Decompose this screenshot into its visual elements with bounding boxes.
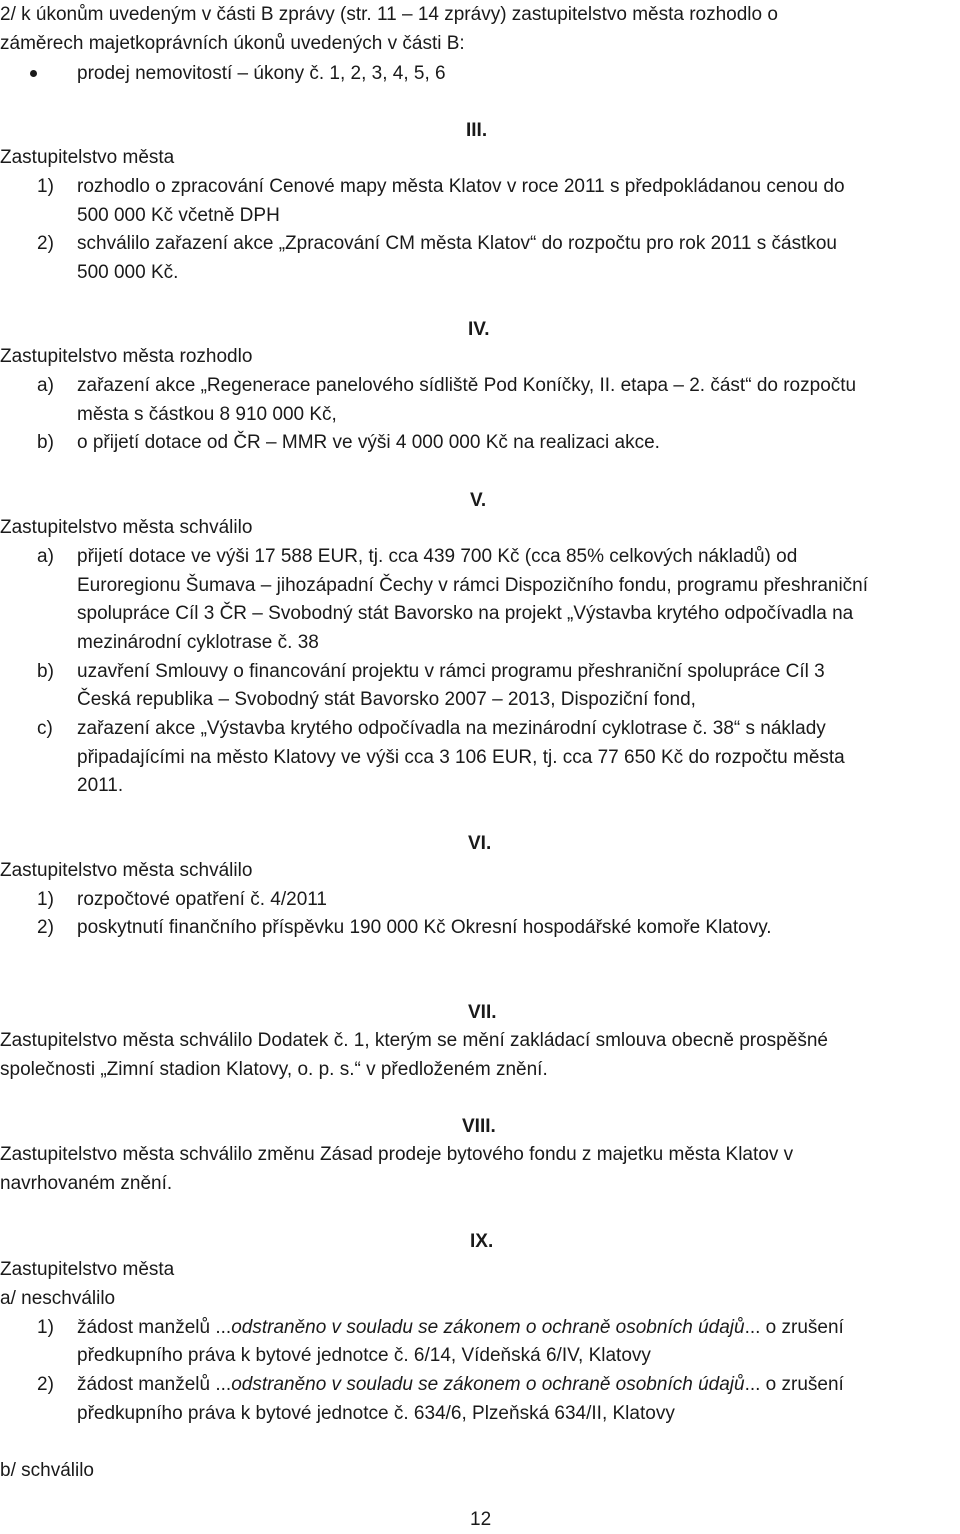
item-marker: 1) [37, 889, 54, 910]
item-text: spolupráce Cíl 3 ČR – Svobodný stát Bavorsko na projekt „Výstavba krytého odpočívadla na [77, 603, 854, 624]
section-iii-lead: Zastupitelstvo města [0, 147, 175, 168]
section-heading-ix: IX. [470, 1231, 494, 1252]
item-text: 2011. [77, 775, 124, 796]
item-marker: 2) [37, 917, 54, 938]
section-v-lead: Zastupitelstvo města schválilo [0, 517, 253, 538]
item-text: mezinárodní cyklotrase č. 38 [77, 632, 319, 653]
item-marker: c) [37, 718, 53, 739]
intro-line-1: 2/ k úkonům uvedeným v části B zprávy (str. 11 – 14 zprávy) zastupitelstvo města rozhodlo o [0, 4, 778, 25]
section-vii-line-1: Zastupitelstvo města schválilo Dodatek č. 1, kterým se mění zakládací smlouva obecně prospěšné [0, 1030, 828, 1051]
section-heading-vi: VI. [468, 833, 492, 854]
item-marker: 1) [37, 176, 54, 197]
item-text: zařazení akce „Regenerace panelového sídliště Pod Koníčky, II. etapa – 2. část“ do rozpočtu [77, 375, 857, 396]
section-heading-vii: VII. [468, 1002, 497, 1023]
item-text: poskytnutí finančního příspěvku 190 000 Kč Okresní hospodářské komoře Klatovy. [77, 917, 772, 938]
section-iv-lead: Zastupitelstvo města rozhodlo [0, 346, 253, 367]
section-heading-viii: VIII. [462, 1116, 496, 1137]
section-ix-sub-a: a/ neschválilo [0, 1288, 116, 1309]
section-heading-iv: IV. [468, 319, 490, 340]
section-heading-v: V. [470, 490, 487, 511]
item-text: schválilo zařazení akce „Zpracování CM města Klatov“ do rozpočtu pro rok 2011 s částkou [77, 233, 837, 254]
item-marker: a) [37, 375, 54, 396]
redacted-text: odstraněno v souladu se zákonem o ochraně osobních údajů [231, 1374, 745, 1395]
item-text: předkupního práva k bytové jednotce č. 6/14, Vídeňská 6/IV, Klatovy [77, 1345, 651, 1366]
item-text-pre: žádost manželů ... [77, 1317, 232, 1338]
item-text: Euroregionu Šumava – jihozápadní Čechy v rámci Dispozičního fondu, programu přeshraniční [77, 575, 869, 596]
section-ix-sub-b: b/ schválilo [0, 1460, 94, 1481]
item-text: Česká republika – Svobodný stát Bavorsko 2007 – 2013, Dispoziční fond, [77, 689, 696, 710]
section-vi-lead: Zastupitelstvo města schválilo [0, 860, 253, 881]
item-marker: 2) [37, 233, 54, 254]
item-text-pre: žádost manželů ... [77, 1374, 232, 1395]
item-marker: b) [37, 432, 54, 453]
intro-line-2: záměrech majetkoprávních úkonů uvedených v části B: [0, 33, 465, 54]
item-marker: a) [37, 546, 54, 567]
item-marker: 1) [37, 1317, 54, 1338]
item-text-post: ... o zrušení [744, 1317, 844, 1338]
section-viii-line-1: Zastupitelstvo města schválilo změnu Zásad prodeje bytového fondu z majetku města Klatov v [0, 1144, 794, 1165]
item-text: o přijetí dotace od ČR – MMR ve výši 4 000 000 Kč na realizaci akce. [77, 432, 660, 453]
redacted-text: odstraněno v souladu se zákonem o ochraně osobních údajů [231, 1317, 745, 1338]
item-text: připadajícími na město Klatovy ve výši cca 3 106 EUR, tj. cca 77 650 Kč do rozpočtu města [77, 747, 845, 768]
item-text [77, 1370, 844, 1399]
item-text: města s částkou 8 910 000 Kč, [77, 404, 337, 425]
page-number: 12 [470, 1509, 492, 1530]
item-marker: 2) [37, 1374, 54, 1395]
item-text [77, 1313, 844, 1342]
item-text-post: ... o zrušení [744, 1374, 844, 1395]
item-text: rozhodlo o zpracování Cenové mapy města Klatov v roce 2011 s předpokládanou cenou do [77, 176, 845, 197]
item-text: 500 000 Kč. [77, 262, 179, 283]
item-text: zařazení akce „Výstavba krytého odpočívadla na mezinárodní cyklotrase č. 38“ s náklady [77, 718, 826, 739]
section-heading-iii: III. [466, 120, 488, 141]
item-text: 500 000 Kč včetně DPH [77, 205, 280, 226]
bullet-icon [30, 70, 37, 77]
item-text: uzavření Smlouvy o financování projektu v rámci programu přeshraniční spolupráce Cíl 3 [77, 661, 825, 682]
intro-bullet-text: prodej nemovitostí – úkony č. 1, 2, 3, 4, 5, 6 [77, 63, 446, 84]
item-marker: b) [37, 661, 54, 682]
item-text: předkupního práva k bytové jednotce č. 634/6, Plzeňská 634/II, Klatovy [77, 1403, 675, 1424]
item-text: přijetí dotace ve výši 17 588 EUR, tj. cca 439 700 Kč (cca 85% celkových nákladů) od [77, 546, 798, 567]
section-viii-line-2: navrhovaném znění. [0, 1173, 173, 1194]
section-ix-lead: Zastupitelstvo města [0, 1259, 175, 1280]
section-vii-line-2: společnosti „Zimní stadion Klatovy, o. p. s.“ v předloženém znění. [0, 1059, 548, 1080]
item-text: rozpočtové opatření č. 4/2011 [77, 889, 327, 910]
